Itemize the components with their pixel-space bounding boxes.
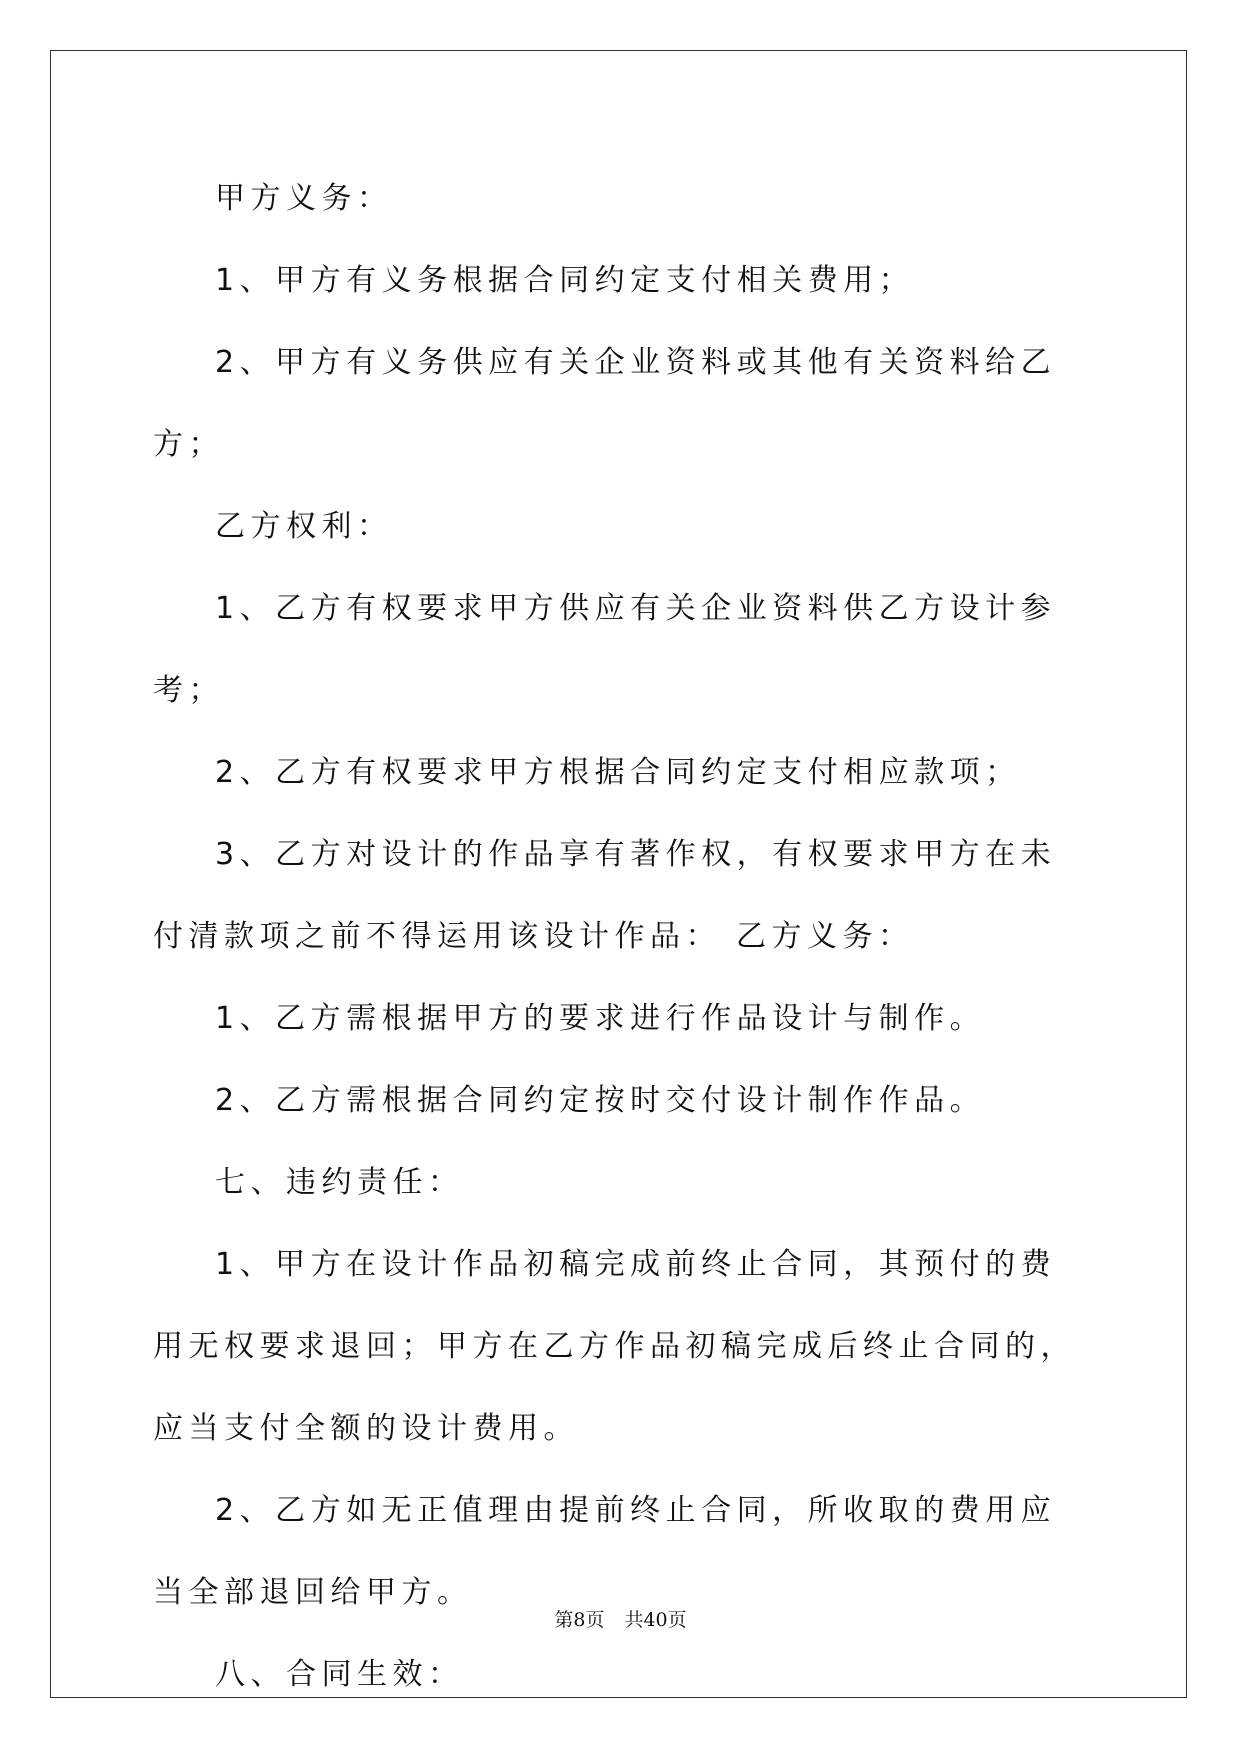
- page-footer: [0, 1605, 1241, 1632]
- page-total: 共40页: [624, 1609, 687, 1631]
- paragraph: 3、乙方对设计的作品享有著作权，有权要求甲方在未付清款项之前不得运用该设计作品： 乙方义务：: [153, 837, 1057, 954]
- section-heading: 八、合同生效：: [215, 1657, 464, 1692]
- document-body: [153, 158, 1088, 1716]
- paragraph: 2、乙方需根据合同约定按时交付设计制作作品。: [215, 1083, 986, 1118]
- paragraph: 2、甲方有义务供应有关企业资料或其他有关资料给乙方；: [153, 345, 1057, 462]
- paragraph: 1、乙方有权要求甲方供应有关企业资料供乙方设计参考；: [153, 591, 1057, 708]
- paragraph: 乙方权利：: [215, 509, 393, 544]
- paragraph: 2、乙方如无正值理由提前终止合同，所收取的费用应当全部退回给甲方。: [153, 1493, 1057, 1610]
- paragraph: 甲方义务：: [215, 181, 393, 216]
- paragraph: 1、甲方在设计作品初稿完成前终止合同，其预付的费用无权要求退回；甲方在乙方作品初稿完成后终止合同的，应当支付全额的设计费用。: [153, 1247, 1076, 1446]
- paragraph: 1、乙方需根据甲方的要求进行作品设计与制作。: [215, 1001, 986, 1036]
- section-heading: 七、违约责任：: [215, 1165, 464, 1200]
- paragraph: 1、甲方有义务根据合同约定支付相关费用；: [215, 263, 915, 298]
- paragraph: 2、乙方有权要求甲方根据合同约定支付相应款项；: [215, 755, 1021, 790]
- page-number: 第8页: [554, 1609, 605, 1631]
